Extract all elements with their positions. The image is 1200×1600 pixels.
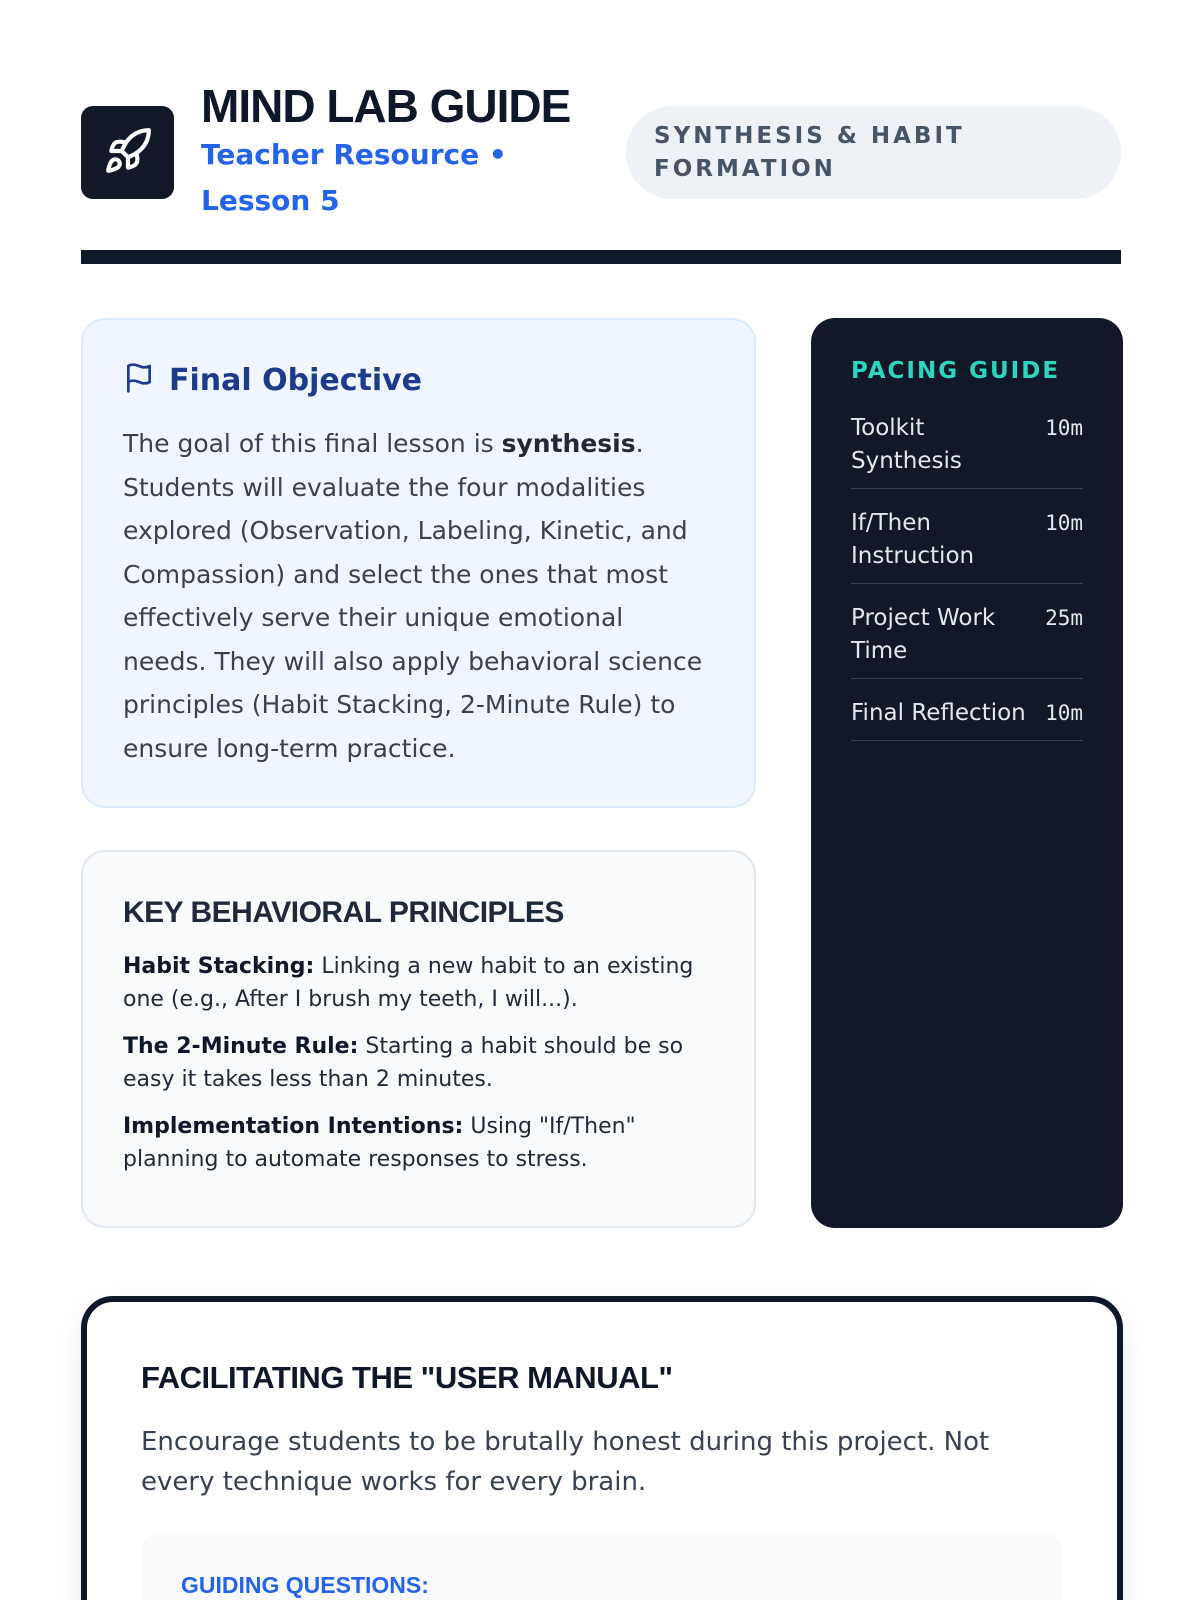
principle-desc: Starting a habit should be so easy it takes less than 2 minutes. bbox=[123, 1034, 684, 1092]
facilitating-text: Encourage students to be brutally honest during this project. Not every technique works for every brain. bbox=[141, 1427, 990, 1497]
guiding-questions-title: GUIDING QUESTIONS: bbox=[181, 1572, 429, 1598]
objective-emphasis: synthesis bbox=[501, 429, 636, 458]
page-subtitle: Teacher Resource • Lesson 5 bbox=[201, 138, 507, 217]
facilitating-title: FACILITATING THE "USER MANUAL" bbox=[141, 1360, 673, 1395]
principle-item bbox=[123, 1110, 714, 1176]
pacing-activity: Project Work Time bbox=[851, 605, 996, 664]
principles-card bbox=[81, 850, 756, 1228]
page-title: MIND LAB GUIDE bbox=[201, 80, 571, 132]
pacing-activity: Final Reflection bbox=[851, 700, 1026, 726]
pacing-duration: 25m bbox=[1045, 606, 1083, 630]
principle-term: The 2-Minute Rule: bbox=[123, 1034, 359, 1059]
pacing-guide bbox=[811, 318, 1123, 1228]
pacing-activity: If/Then Instruction bbox=[851, 510, 975, 569]
principle-desc: Using "If/Then" planning to automate responses to stress. bbox=[123, 1114, 636, 1172]
lesson-topic-badge: SYNTHESIS & HABIT FORMATION bbox=[626, 106, 1121, 199]
principle-term: Implementation Intentions: bbox=[123, 1114, 464, 1139]
principles-title: KEY BEHAVIORAL PRINCIPLES bbox=[123, 896, 564, 929]
pacing-row bbox=[851, 594, 1083, 679]
objective-card bbox=[81, 318, 756, 808]
pacing-activity: Toolkit Synthesis bbox=[851, 415, 962, 474]
pacing-duration: 10m bbox=[1045, 416, 1083, 440]
principle-item bbox=[123, 1030, 714, 1096]
facilitating-card bbox=[81, 1296, 1123, 1600]
pacing-title: PACING GUIDE bbox=[851, 358, 1061, 384]
objective-text-start: The goal of this final lesson is bbox=[123, 429, 502, 458]
principle-desc: Linking a new habit to an existing one (e.g., After I brush my teeth, I will...). bbox=[123, 954, 694, 1012]
header-divider bbox=[81, 250, 1121, 264]
principle-term: Habit Stacking: bbox=[123, 954, 315, 979]
rocket-icon bbox=[103, 126, 153, 180]
guiding-questions-box bbox=[141, 1532, 1063, 1600]
pacing-row bbox=[851, 499, 1083, 584]
pacing-row bbox=[851, 404, 1083, 489]
pacing-row bbox=[851, 689, 1083, 741]
flag-icon bbox=[123, 362, 155, 398]
objective-title: Final Objective bbox=[169, 362, 423, 398]
objective-text-end: . Students will evaluate the four modalities explored (Observation, Labeling, Kinetic, and Compassion) and select the ones that most effectively serve their unique emotional needs. They will also apply behavioral science principles (Habit Stacking, 2-Minute Rule) to ensure long-term practice. bbox=[123, 429, 703, 763]
pacing-duration: 10m bbox=[1045, 701, 1083, 725]
page-header bbox=[81, 80, 1121, 264]
logo bbox=[81, 106, 174, 199]
principle-item bbox=[123, 950, 714, 1016]
objective-text bbox=[123, 422, 714, 770]
pacing-duration: 10m bbox=[1045, 511, 1083, 535]
